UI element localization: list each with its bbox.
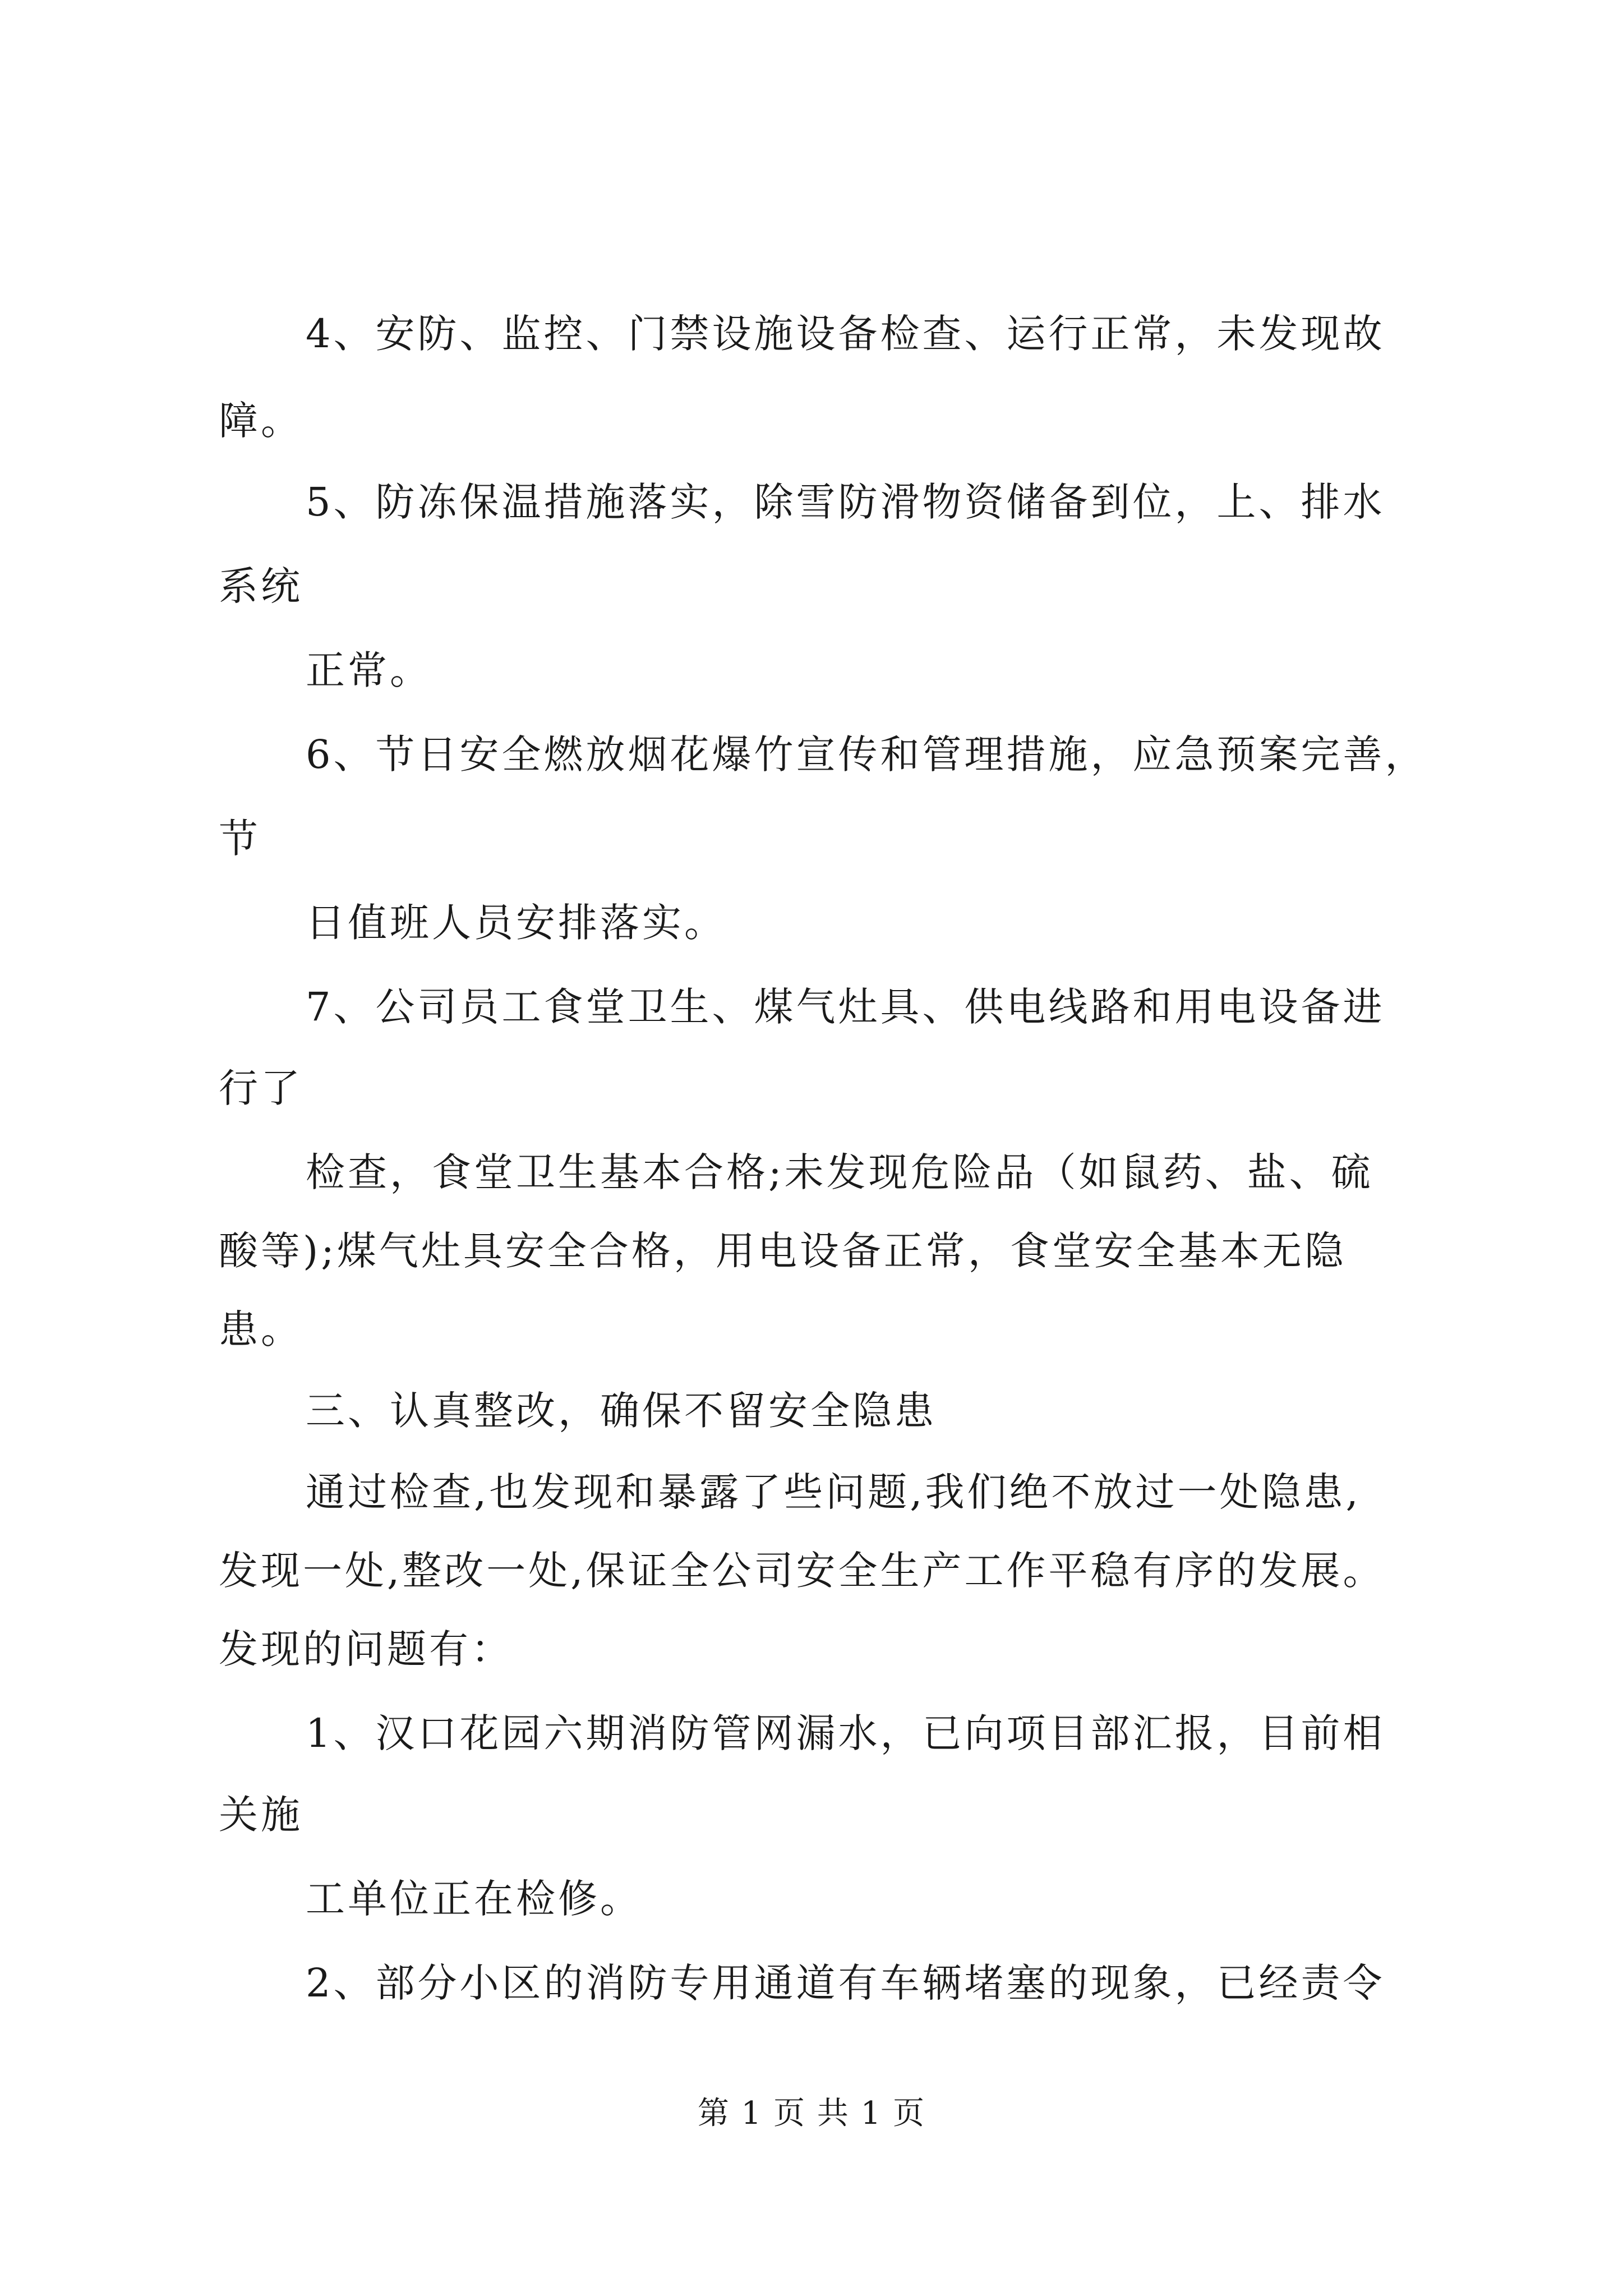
paragraph-line: 酸等);煤气灶具安全合格，用电设备正常，食堂安全基本无隐 [219,1228,1347,1274]
paragraph-line: 4、安防、监控、门禁设施设备检查、运行正常，未发现故 [306,311,1385,357]
paragraph-line: 5、防冻保温措施落实，除雪防滑物资储备到位，上、排水 [306,479,1385,525]
paragraph-line: 节 [219,816,261,862]
paragraph-line: 2、部分小区的消防专用通道有车辆堵塞的现象，已经责令 [306,1960,1385,2006]
page-footer: 第 1 页 共 1 页 [697,2095,926,2132]
paragraph-line: 障。 [219,398,303,444]
paragraph-line: 行了 [219,1065,303,1111]
paragraph-line: 7、公司员工食堂卫生、煤气灶具、供电线路和用电设备进 [306,984,1385,1030]
paragraph-line: 关施 [219,1792,303,1838]
paragraph-line: 日值班人员安排落实。 [306,900,726,946]
paragraph-line: 通过检查,也发现和暴露了些问题,我们绝不放过一处隐患, [306,1469,1361,1515]
paragraph-line: 系统 [219,563,303,609]
paragraph-line: 发现一处,整改一处,保证全公司安全生产工作平稳有序的发展。 [219,1548,1385,1594]
paragraph-line: 发现的问题有： [219,1626,513,1672]
paragraph-line: 1、汉口花园六期消防管网漏水，已向项目部汇报，目前相 [306,1710,1385,1756]
paragraph-line: 检查，食堂卫生基本合格;未发现危险品（如鼠药、盐、硫 [306,1149,1373,1195]
paragraph-line: 工单位正在检修。 [306,1876,642,1922]
paragraph-line: 正常。 [306,647,432,693]
paragraph-line: 6、节日安全燃放烟花爆竹宣传和管理措施，应急预案完善， [306,731,1427,777]
section-heading: 三、认真整改，确保不留安全隐患 [306,1388,937,1434]
paragraph-line: 患。 [219,1306,303,1352]
